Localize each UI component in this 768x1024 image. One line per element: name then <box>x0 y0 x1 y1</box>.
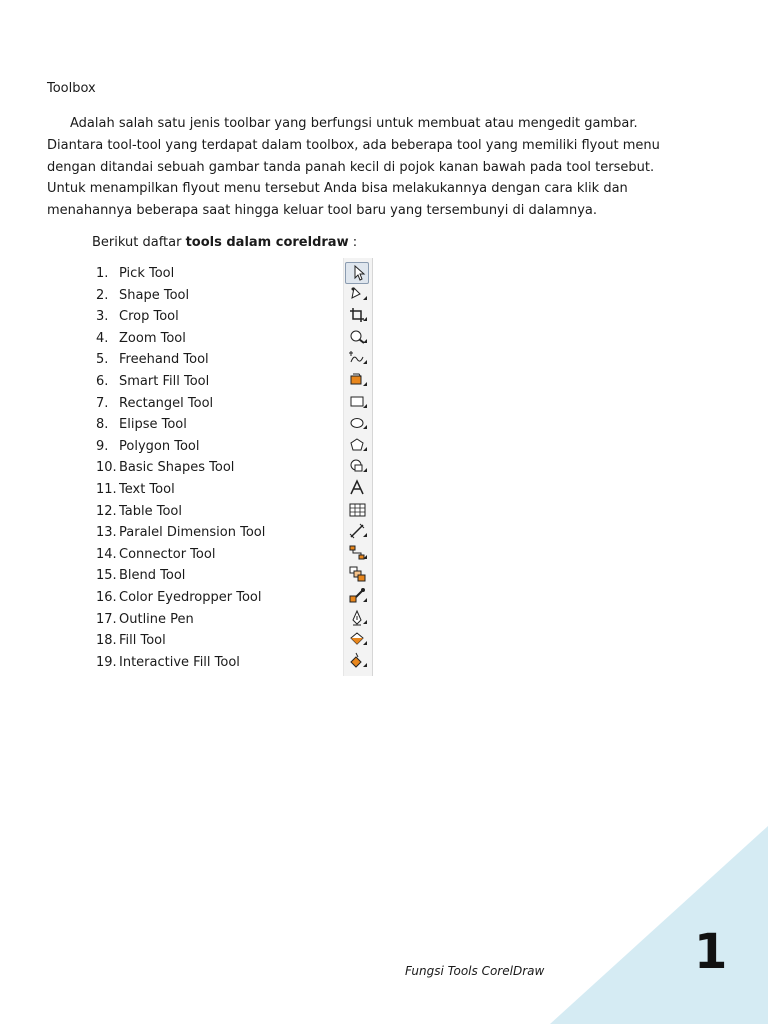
coreldraw-toolbox <box>343 258 373 676</box>
basic-shapes-tool-icon <box>346 456 368 476</box>
tool-label: Freehand Tool <box>119 352 209 368</box>
tool-label: Shape Tool <box>119 287 190 303</box>
shape-tool-icon <box>346 284 368 304</box>
intro-bold: tools dalam coreldraw <box>185 235 349 250</box>
tool-list-item <box>96 371 265 393</box>
smart-fill-tool-icon <box>346 370 368 390</box>
tool-label: Pick Tool <box>119 266 175 281</box>
tool-number: 3. <box>96 309 109 325</box>
tool-number: 5. <box>96 352 109 368</box>
rectangle-tool-icon <box>346 392 368 412</box>
page-number: 1 <box>694 924 728 980</box>
tool-number: 14. <box>96 546 117 562</box>
tool-list-item <box>96 522 265 544</box>
tool-label: Basic Shapes Tool <box>119 460 235 476</box>
tool-number: 10. <box>96 460 117 476</box>
table-tool-icon <box>346 500 368 520</box>
crop-tool-icon <box>346 305 368 325</box>
tool-number: 6. <box>96 373 109 389</box>
tool-label: Color Eyedropper Tool <box>119 589 262 605</box>
tool-number: 1. <box>96 266 109 281</box>
tool-number: 11. <box>96 481 117 497</box>
paragraph-line: Adalah salah satu jenis toolbar yang berfungsi untuk membuat atau mengedit gambar. <box>70 116 638 131</box>
tool-number: 12. <box>96 503 117 519</box>
outline-pen-icon <box>346 608 368 628</box>
freehand-tool-icon <box>346 348 368 368</box>
tool-list-item <box>96 652 265 674</box>
tool-list-item <box>96 306 265 328</box>
tool-list-item <box>96 457 265 479</box>
tool-number: 15. <box>96 568 117 584</box>
blend-tool-icon <box>346 564 368 584</box>
polygon-tool-icon <box>346 435 368 455</box>
tool-label: Interactive Fill Tool <box>119 654 240 670</box>
tool-label: Smart Fill Tool <box>119 373 210 389</box>
tool-number: 7. <box>96 395 109 411</box>
tool-label: Outline Pen <box>119 611 194 627</box>
corner-decoration <box>550 826 768 1024</box>
section-heading: Toolbox <box>47 81 96 96</box>
tool-list-item <box>96 544 265 566</box>
interactive-fill-tool-icon <box>346 651 368 671</box>
tool-number: 18. <box>96 633 117 649</box>
tool-number: 2. <box>96 287 109 303</box>
tool-list-item <box>96 436 265 458</box>
tool-list-item <box>96 587 265 609</box>
zoom-tool-icon <box>346 327 368 347</box>
text-tool-icon <box>346 478 368 498</box>
tool-label: Crop Tool <box>119 309 179 325</box>
connector-tool-icon <box>346 543 368 563</box>
list-intro <box>92 235 357 250</box>
paragraph-line: menahannya beberapa saat hingga keluar tool baru yang tersembunyi di dalamnya. <box>47 203 597 219</box>
tool-label: Table Tool <box>119 503 183 519</box>
pick-tool-icon <box>345 262 369 284</box>
parallel-dimension-tool-icon <box>346 521 368 541</box>
tool-list-item <box>96 630 265 652</box>
tool-number: 4. <box>96 330 109 346</box>
intro-suffix: : <box>348 235 358 250</box>
tool-list-item <box>96 479 265 501</box>
tool-list-item <box>96 565 265 587</box>
tool-label: Paralel Dimension Tool <box>119 525 266 541</box>
tool-list-item <box>96 328 265 350</box>
tools-list <box>96 263 265 673</box>
paragraph-line: Diantara tool-tool yang terdapat dalam toolbox, ada beberapa tool yang memiliki flyout menu <box>47 137 660 153</box>
tool-list-item <box>96 501 265 523</box>
tool-number: 17. <box>96 611 117 627</box>
tool-list-item <box>96 393 265 415</box>
tool-label: Zoom Tool <box>119 330 186 346</box>
tool-label: Text Tool <box>119 481 175 497</box>
tool-number: 13. <box>96 525 117 541</box>
tool-list-item <box>96 609 265 631</box>
tool-label: Blend Tool <box>119 568 186 584</box>
tool-label: Polygon Tool <box>119 438 200 454</box>
tool-number: 19. <box>96 654 117 670</box>
ellipse-tool-icon <box>346 413 368 433</box>
tool-number: 8. <box>96 417 109 433</box>
tool-list-item <box>96 349 265 371</box>
tool-number: 9. <box>96 438 109 454</box>
tool-list-item <box>96 414 265 436</box>
tool-list-item <box>96 263 265 285</box>
tool-label: Rectangel Tool <box>119 395 214 411</box>
paragraph-line: dengan ditandai sebuah gambar tanda panah kecil di pojok kanan bawah pada tool tersebut. <box>47 159 655 175</box>
footer-title: Fungsi Tools CorelDraw <box>405 964 545 978</box>
tool-label: Fill Tool <box>119 633 166 649</box>
tool-list-item <box>96 285 265 307</box>
tool-label: Elipse Tool <box>119 417 187 433</box>
description-paragraph <box>47 113 687 222</box>
fill-tool-icon <box>346 629 368 649</box>
intro-prefix: Berikut daftar <box>92 235 186 250</box>
tool-label: Connector Tool <box>119 546 216 562</box>
paragraph-line: Untuk menampilkan flyout menu tersebut Anda bisa melakukannya dengan cara klik dan <box>47 181 628 197</box>
tool-number: 16. <box>96 589 117 605</box>
eyedropper-tool-icon <box>346 586 368 606</box>
